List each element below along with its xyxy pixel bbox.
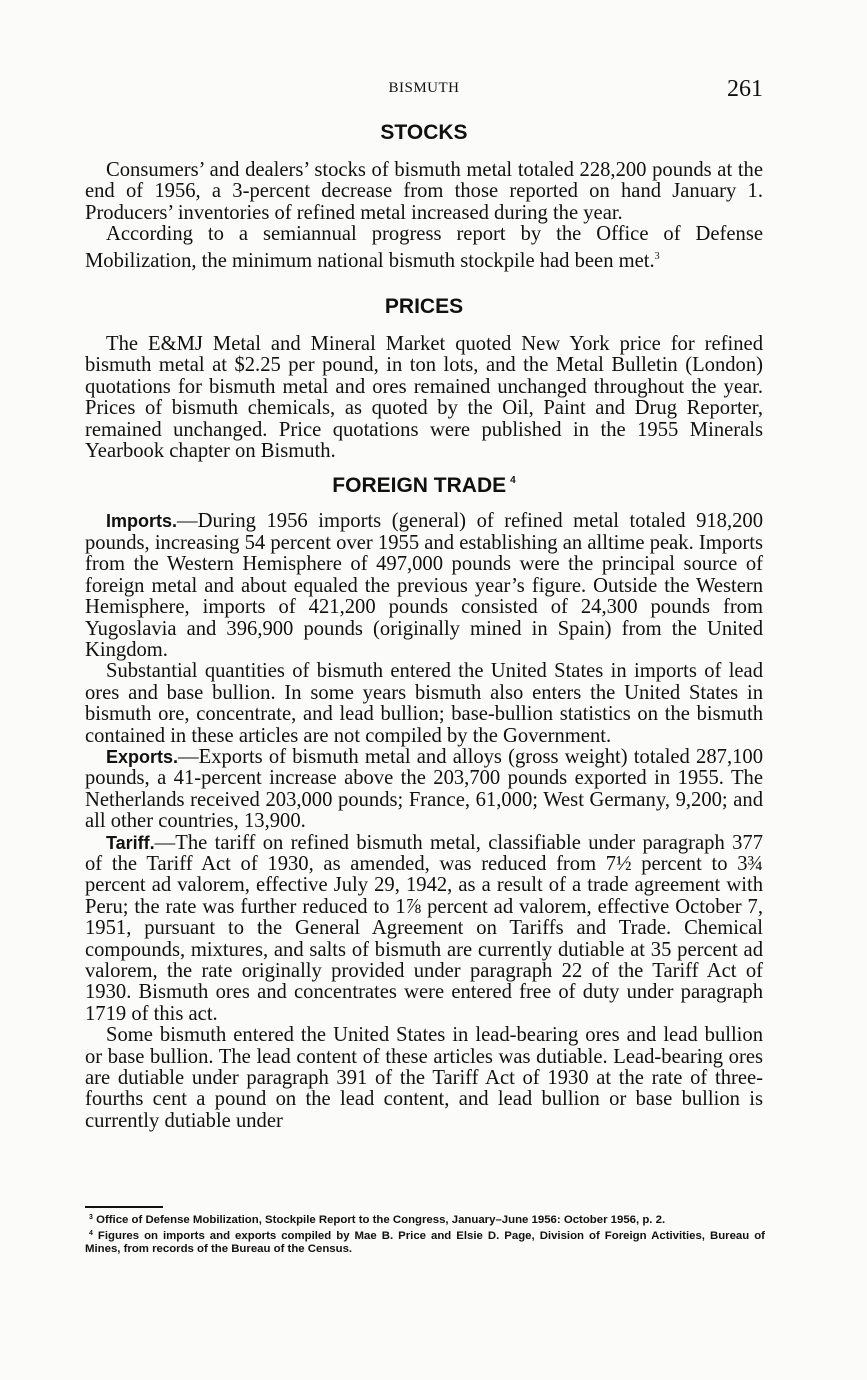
footnote-3 (85, 1211, 765, 1227)
page-number: 261 (727, 76, 763, 102)
heading-prices (85, 292, 763, 322)
lead-bearing-paragraph: Some bismuth entered the United States in lead-bearing ores and lead bullion or base bullion. The lead content of these articles was dutiable. Lead-bearing ores are dutiable under paragraph 391 of the Tariff Act of 1930 at the rate of three-fourths cent a pound on the lead content, and lead bullion or base bullion is currently dutiable under (85, 1024, 763, 1132)
tariff-paragraph (85, 833, 763, 1026)
footnote-3-mark: 3 (89, 1214, 93, 1221)
footnote-rule (85, 1206, 163, 1208)
footnotes (85, 1206, 765, 1256)
exports-paragraph (85, 747, 763, 833)
stocks-paragraph-2-text: According to a semiannual progress report by the Office of Defense Mobilization, the minimum national bismuth stockpile had been met. (85, 223, 763, 272)
exports-lead: Exports. (106, 746, 179, 767)
imports-text: —During 1956 imports (general) of refined metal totaled 918,200 pounds, increasing 54 percent over 1955 and establishing an alltime peak. Imports from the Western Hemisphere of 497,000 pounds were the principal source of foreign metal and about equaled the previous year’s figure. Outside the Western Hemisphere, imports of 421,200 pounds consisted of 24,300 pounds from Yugoslavia and 396,900 pounds (originally mined in Spain) from the United Kingdom. (85, 510, 763, 661)
footnote-3-text: Office of Defense Mobilization, Stockpile Report to the Congress, January–June 1956: October 1956, p. 2. (96, 1214, 666, 1226)
footnote-ref-4: 4 (510, 475, 516, 487)
substantial-paragraph: Substantial quantities of bismuth entered the United States in imports of lead ores and base bullion. In some years bismuth also enters the United States in bismuth ore, concentrate, and lead bullion; base-bullion statistics on the bismuth contained in these articles are not compiled by the Government. (85, 660, 763, 747)
footnote-4-mark: 4 (89, 1230, 93, 1237)
imports-paragraph (85, 511, 763, 661)
prices-paragraph: The E&MJ Metal and Mineral Market quoted New York price for refined bismuth metal at $2.25 per pound, in ton lots, and the Metal Bulletin (London) quotations for bismuth metal and ores remained unchanged throughout the year. Prices of bismuth chemicals, as quoted by the Oil, Paint and Drug Reporter, remained unchanged. Price quotations were published in the 1955 Minerals Yearbook chapter on Bismuth. (85, 333, 763, 463)
footnote-ref-3: 3 (654, 250, 660, 262)
heading-stocks (85, 118, 763, 148)
page-header (85, 76, 763, 102)
footnote-4-text: Figures on imports and exports compiled by Mae B. Price and Elsie D. Page, Division of Foreign Activities, Bureau of Mines, from records of the Bureau of the Census. (85, 1230, 765, 1255)
heading-prices-text: PRICES (384, 295, 464, 319)
tariff-lead: Tariff. (106, 832, 155, 853)
tariff-text: —The tariff on refined bismuth metal, classifiable under paragraph 377 of the Tariff Act of 1930, as amended, was reduced from 7½ percent to 3¾ percent ad valorem, effective July 29, 1942, as a result of a trade agreement with Peru; the rate was further reduced to 1⅞ percent ad valorem, effective October 7, 1951, pursuant to the General Agreement on Tariffs and Trade. Chemical compounds, mixtures, and salts of bismuth are currently dutiable at 35 percent ad valorem, the rate originally provided under paragraph 22 of the Tariff Act of 1930. Bismuth ores and concentrates were entered free of duty under paragraph 1719 of this act. (85, 831, 763, 1025)
stocks-paragraph-2 (85, 224, 763, 272)
heading-stocks-text: STOCKS (380, 121, 468, 144)
footnote-4 (85, 1227, 765, 1256)
page-body (85, 118, 763, 1132)
heading-foreign-trade-text: FOREIGN TRADE (332, 474, 507, 498)
exports-text: —Exports of bismuth metal and alloys (gross weight) totaled 287,100 pounds, a 41-percent increase above the 203,700 pounds exported in 1955. The Netherlands received 203,000 pounds; France, 61,000; West Germany, 9,200; and all other countries, 13,900. (85, 745, 763, 833)
imports-lead: Imports. (106, 511, 178, 532)
stocks-paragraph-1: Consumers’ and dealers’ stocks of bismuth metal totaled 228,200 pounds at the end of 1956, a 3-percent decrease from those reported on hand January 1. Producers’ inventories of refined metal increased during the year. (85, 159, 763, 224)
running-head: BISMUTH (388, 80, 460, 96)
heading-foreign-trade (85, 466, 763, 501)
